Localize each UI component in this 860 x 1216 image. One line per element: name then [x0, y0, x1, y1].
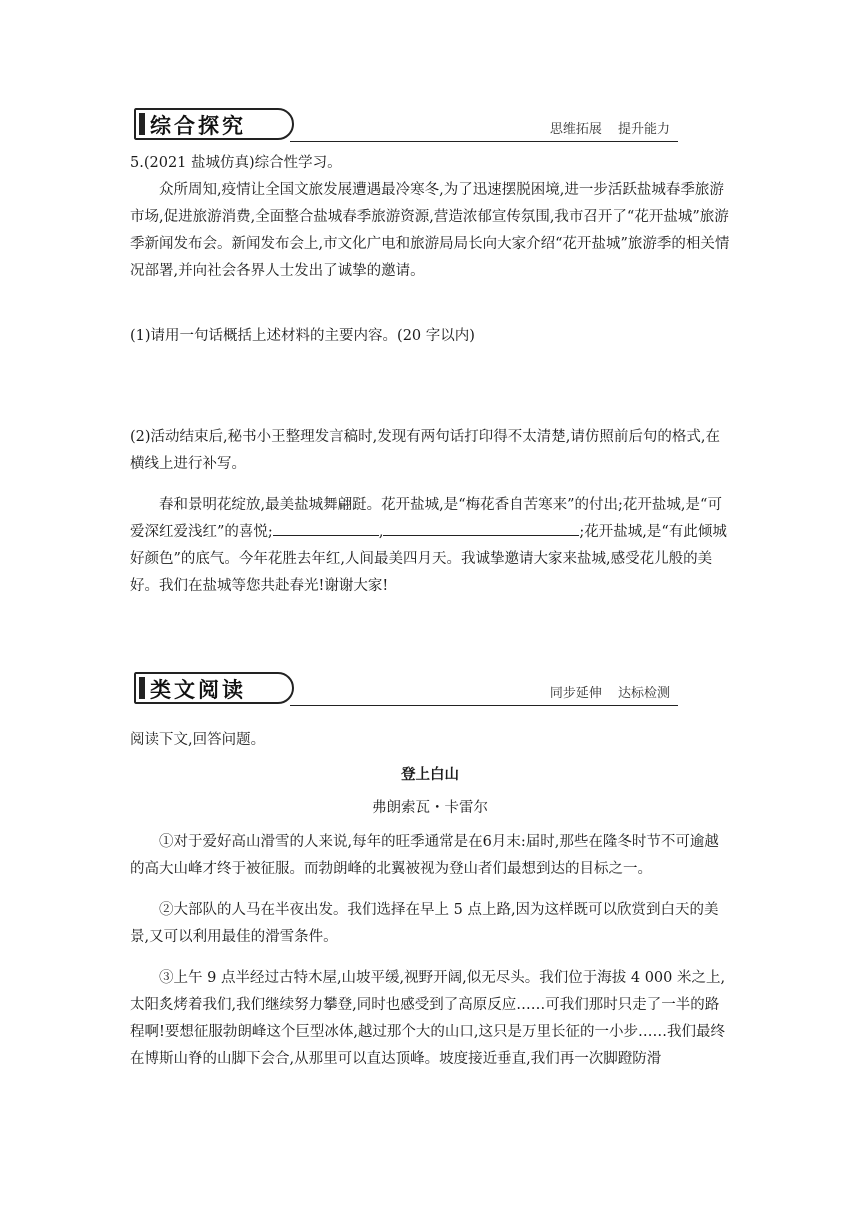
speech-part1: 春和景明花绽放,最美盐城舞翩跹。花开盐城,是“梅花香自苦寒来”的付出;花开盐城,是“可爱深红爱浅红”的喜悦;	[130, 497, 722, 540]
banner-slogan: 同步延伸 达标检测	[549, 686, 670, 701]
speech-text	[130, 492, 730, 600]
banner-slogan: 思维拓展 提升能力	[549, 122, 670, 137]
article-author: 弗朗索瓦・卡雷尔	[372, 800, 488, 816]
article-title: 登上白山	[401, 766, 459, 783]
article-paragraph-1: ①对于爱好高山滑雪的人来说,每年的旺季通常是在6月末:届时,那些在隆冬时节不可逾越的高大山峰才终于被征服。而勃朗峰的北翼被视为登山者们最想到达的目标之一。	[130, 834, 719, 877]
question-5-sub1: (1)请用一句话概括上述材料的主要内容。(20 字以内)	[130, 328, 475, 344]
banner-rule	[290, 705, 678, 706]
speech-sep2: ;花开盐城,是	[579, 524, 662, 540]
section-banner-comprehensive	[130, 106, 678, 146]
banner-title: 类文阅读	[150, 678, 246, 702]
question-5-sub2: (2)活动结束后,秘书小王整理发言稿时,发现有两句话打印得不太清楚,请仿照前后句的格式,在横线上进行补写。	[130, 429, 720, 472]
question-5-heading: 5.(2021 盐城仿真)综合性学习。	[130, 155, 342, 171]
article-paragraph-3: ③上午 9 点半经过古特木屋,山坡平缓,视野开阔,似无尽头。我们位于海拔 4 000 米之上,太阳炙烤着我们,我们继续努力攀登,同时也感受到了高原反应……可我们那时只走了一半的路程啊!要想征服勃朗峰这个巨型冰体,越过那个大的山口,这只是万里长征的一小步……我们最终在博斯山脊的山脚下会合,从那里可以直达顶峰。坡度接近垂直,我们再一次脚蹬防滑	[130, 970, 726, 1067]
question-5-material: 众所周知,疫情让全国文旅发展遭遇最冷寒冬,为了迅速摆脱困境,进一步活跃盐城春季旅游市场,促进旅游消费,全面整合盐城春季旅游资源,营造浓郁宣传氛围,我市召开了“花开盐城”旅游季新闻发布会。新闻发布会上,市文化广电和旅游局局长向大家介绍“花开盐城”旅游季的相关情况部署,并向社会各界人士发出了诚挚的邀请。	[130, 182, 730, 279]
section-banner-reading	[130, 670, 678, 710]
reading-instruction: 阅读下文,回答问题。	[130, 732, 266, 748]
banner-title: 综合探究	[150, 114, 246, 138]
speech-part2: “有此倾城好颜色”的底气。今年花胜去年红,人间最美四月天。我诚挚邀请大家来盐城,感受花儿般的美好。我们在盐城等您共赴春光!谢谢大家!	[130, 524, 727, 594]
speech-sep1: ,	[378, 524, 384, 540]
answer-blank-1[interactable]	[273, 519, 379, 536]
answer-blank-2[interactable]	[383, 519, 579, 536]
banner-rule	[290, 141, 678, 142]
article-paragraph-2: ②大部队的人马在半夜出发。我们选择在早上 5 点上路,因为这样既可以欣赏到白天的美景,又可以利用最佳的滑雪条件。	[130, 902, 719, 945]
